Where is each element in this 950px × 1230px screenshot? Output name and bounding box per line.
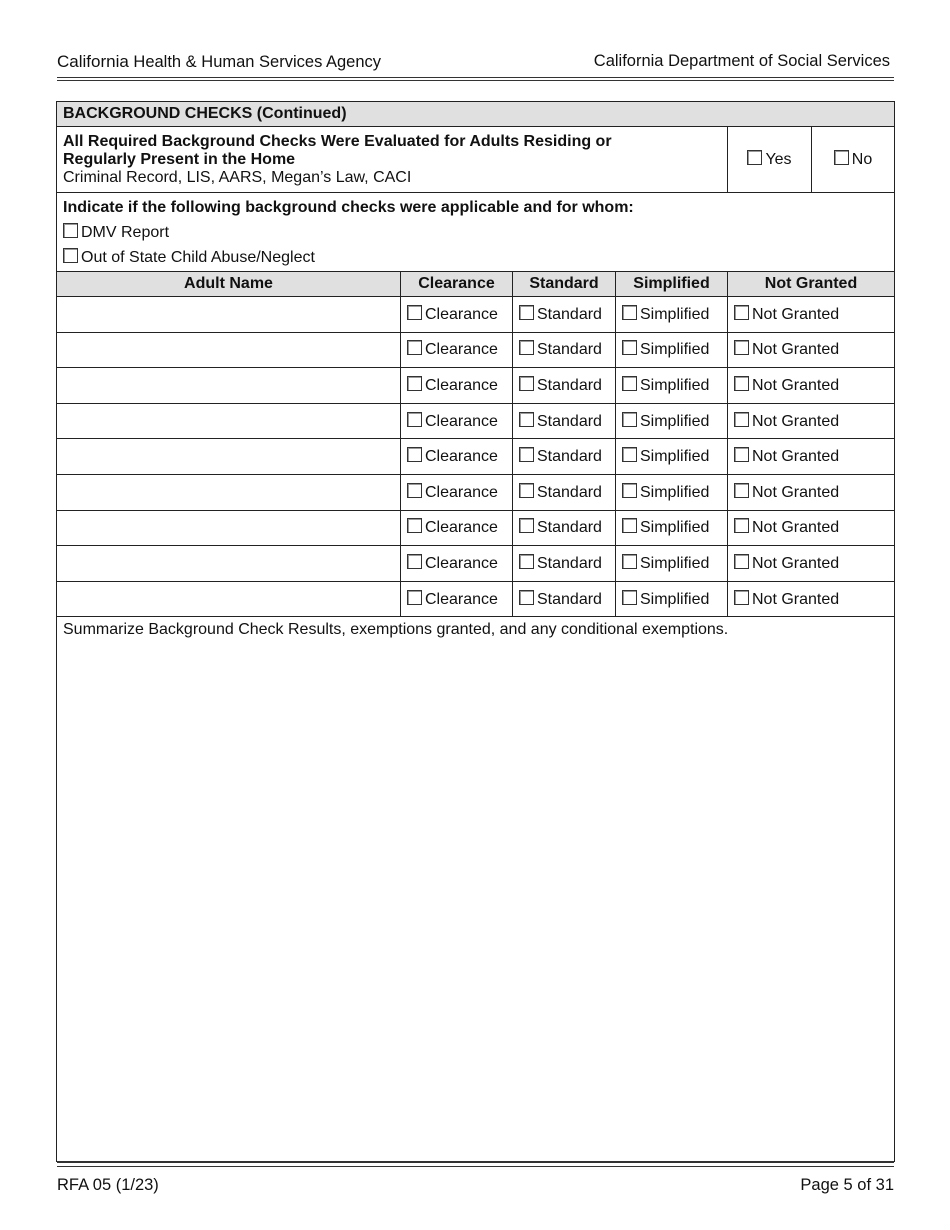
adult-name-field[interactable]	[57, 439, 401, 475]
adult-name-field[interactable]	[57, 297, 401, 333]
indicate-label: Indicate if the following background checks were applicable and for whom:	[63, 199, 634, 216]
out-of-state-option[interactable]	[63, 245, 888, 270]
not-granted-checkbox[interactable]	[734, 412, 749, 427]
standard-option[interactable]	[513, 297, 616, 333]
simplified-checkbox[interactable]	[622, 305, 637, 320]
col-not-granted: Not Granted	[728, 272, 895, 297]
clearance-option[interactable]	[401, 332, 513, 368]
not-granted-label: Not Granted	[752, 412, 840, 430]
standard-option[interactable]	[513, 368, 616, 404]
standard-checkbox[interactable]	[519, 447, 534, 462]
not-granted-label: Not Granted	[752, 376, 840, 394]
evaluated-subtitle: Criminal Record, LIS, AARS, Megan’s Law, CACI	[63, 168, 412, 186]
out-of-state-checkbox[interactable]	[63, 248, 78, 263]
not-granted-option[interactable]	[728, 403, 895, 439]
clearance-option[interactable]	[401, 510, 513, 546]
simplified-option[interactable]	[616, 546, 728, 582]
not-granted-option[interactable]	[728, 510, 895, 546]
adult-name-field[interactable]	[57, 510, 401, 546]
simplified-checkbox[interactable]	[622, 447, 637, 462]
simplified-checkbox[interactable]	[622, 518, 637, 533]
standard-option[interactable]	[513, 439, 616, 475]
evaluated-title-line2: Regularly Present in the Home	[63, 150, 296, 168]
not-granted-label: Not Granted	[752, 554, 840, 572]
summary-label: Summarize Background Check Results, exemptions granted, and any conditional exemptions.	[63, 621, 729, 639]
standard-checkbox[interactable]	[519, 554, 534, 569]
not-granted-option[interactable]	[728, 474, 895, 510]
col-standard: Standard	[513, 272, 616, 297]
table-row	[57, 474, 895, 510]
yes-label: Yes	[765, 151, 792, 168]
simplified-label: Simplified	[640, 412, 710, 430]
no-checkbox[interactable]	[834, 150, 849, 165]
simplified-option[interactable]	[616, 403, 728, 439]
standard-option[interactable]	[513, 474, 616, 510]
standard-label: Standard	[537, 341, 602, 359]
standard-label: Standard	[537, 590, 602, 608]
clearance-label: Clearance	[425, 448, 498, 466]
simplified-checkbox[interactable]	[622, 376, 637, 391]
clearance-option[interactable]	[401, 297, 513, 333]
table-row	[57, 581, 895, 617]
not-granted-checkbox[interactable]	[734, 305, 749, 320]
dmv-checkbox[interactable]	[63, 223, 78, 238]
standard-checkbox[interactable]	[519, 412, 534, 427]
not-granted-option[interactable]	[728, 439, 895, 475]
simplified-label: Simplified	[640, 590, 710, 608]
simplified-label: Simplified	[640, 448, 710, 466]
yes-checkbox[interactable]	[747, 150, 762, 165]
table-row	[57, 546, 895, 582]
simplified-checkbox[interactable]	[622, 590, 637, 605]
clearance-option[interactable]	[401, 546, 513, 582]
standard-option[interactable]	[513, 510, 616, 546]
simplified-option[interactable]	[616, 439, 728, 475]
simplified-checkbox[interactable]	[622, 554, 637, 569]
clearance-label: Clearance	[425, 341, 498, 359]
not-granted-option[interactable]	[728, 581, 895, 617]
simplified-checkbox[interactable]	[622, 340, 637, 355]
not-granted-option[interactable]	[728, 368, 895, 404]
clearance-label: Clearance	[425, 376, 498, 394]
simplified-option[interactable]	[616, 581, 728, 617]
col-simplified: Simplified	[616, 272, 728, 297]
clearance-checkbox[interactable]	[407, 340, 422, 355]
yes-option[interactable]	[728, 127, 812, 193]
not-granted-label: Not Granted	[752, 341, 840, 359]
clearance-checkbox[interactable]	[407, 554, 422, 569]
out-of-state-label: Out of State Child Abuse/Neglect	[81, 249, 315, 266]
clearance-checkbox[interactable]	[407, 447, 422, 462]
not-granted-label: Not Granted	[752, 590, 840, 608]
table-row	[57, 297, 895, 333]
clearance-checkbox[interactable]	[407, 590, 422, 605]
not-granted-checkbox[interactable]	[734, 447, 749, 462]
adult-name-field[interactable]	[57, 546, 401, 582]
simplified-label: Simplified	[640, 341, 710, 359]
clearance-checkbox[interactable]	[407, 376, 422, 391]
clearance-option[interactable]	[401, 368, 513, 404]
no-option[interactable]	[812, 127, 895, 193]
standard-option[interactable]	[513, 546, 616, 582]
standard-option[interactable]	[513, 581, 616, 617]
header-rule-top	[57, 77, 894, 78]
simplified-label: Simplified	[640, 376, 710, 394]
clearance-option[interactable]	[401, 403, 513, 439]
column-header-row	[57, 272, 895, 297]
standard-option[interactable]	[513, 332, 616, 368]
not-granted-checkbox[interactable]	[734, 483, 749, 498]
col-clearance: Clearance	[401, 272, 513, 297]
not-granted-label: Not Granted	[752, 305, 840, 323]
simplified-option[interactable]	[616, 510, 728, 546]
header-department: California Department of Social Services	[593, 52, 890, 70]
clearance-label: Clearance	[425, 412, 498, 430]
table-row	[57, 510, 895, 546]
clearance-checkbox[interactable]	[407, 305, 422, 320]
simplified-label: Simplified	[640, 519, 710, 537]
header-rule-bottom	[57, 80, 894, 81]
adult-name-field[interactable]	[57, 332, 401, 368]
table-row	[57, 439, 895, 475]
summary-field[interactable]	[57, 617, 895, 1162]
clearance-label: Clearance	[425, 554, 498, 572]
standard-label: Standard	[537, 554, 602, 572]
clearance-label: Clearance	[425, 305, 498, 323]
standard-checkbox[interactable]	[519, 305, 534, 320]
form-id: RFA 05 (1/23)	[57, 1176, 159, 1194]
standard-label: Standard	[537, 305, 602, 323]
clearance-label: Clearance	[425, 519, 498, 537]
not-granted-label: Not Granted	[752, 483, 840, 501]
no-label: No	[851, 151, 873, 168]
section-title: BACKGROUND CHECKS (Continued)	[57, 102, 895, 127]
simplified-option[interactable]	[616, 474, 728, 510]
adult-name-field[interactable]	[57, 581, 401, 617]
col-adult-name: Adult Name	[57, 272, 401, 297]
not-granted-label: Not Granted	[752, 448, 840, 466]
simplified-label: Simplified	[640, 554, 710, 572]
clearance-label: Clearance	[425, 483, 498, 501]
simplified-checkbox[interactable]	[622, 412, 637, 427]
adult-name-field[interactable]	[57, 403, 401, 439]
standard-label: Standard	[537, 448, 602, 466]
not-granted-option[interactable]	[728, 332, 895, 368]
clearance-option[interactable]	[401, 439, 513, 475]
table-row	[57, 403, 895, 439]
adult-name-field[interactable]	[57, 474, 401, 510]
header-agency	[57, 52, 381, 72]
applicable-checks-cell	[57, 193, 895, 272]
simplified-option[interactable]	[616, 297, 728, 333]
standard-checkbox[interactable]	[519, 376, 534, 391]
simplified-checkbox[interactable]	[622, 483, 637, 498]
header-agency-state: California	[57, 52, 129, 71]
not-granted-label: Not Granted	[752, 519, 840, 537]
standard-label: Standard	[537, 376, 602, 394]
background-checks-table	[56, 101, 895, 1162]
not-granted-checkbox[interactable]	[734, 376, 749, 391]
clearance-checkbox[interactable]	[407, 412, 422, 427]
standard-label: Standard	[537, 519, 602, 537]
page-number: Page 5 of 31	[800, 1176, 894, 1194]
simplified-label: Simplified	[640, 305, 710, 323]
not-granted-checkbox[interactable]	[734, 554, 749, 569]
standard-checkbox[interactable]	[519, 518, 534, 533]
clearance-checkbox[interactable]	[407, 518, 422, 533]
simplified-option[interactable]	[616, 368, 728, 404]
standard-checkbox[interactable]	[519, 590, 534, 605]
not-granted-checkbox[interactable]	[734, 518, 749, 533]
standard-label: Standard	[537, 483, 602, 501]
evaluated-title-line1: All Required Background Checks Were Evaluated for Adults Residing or	[63, 132, 612, 150]
footer-rule-top	[57, 1161, 894, 1163]
table-row	[57, 368, 895, 404]
dmv-option[interactable]	[63, 220, 888, 245]
not-granted-checkbox[interactable]	[734, 590, 749, 605]
standard-checkbox[interactable]	[519, 340, 534, 355]
not-granted-checkbox[interactable]	[734, 340, 749, 355]
simplified-label: Simplified	[640, 483, 710, 501]
not-granted-option[interactable]	[728, 546, 895, 582]
clearance-option[interactable]	[401, 474, 513, 510]
standard-option[interactable]	[513, 403, 616, 439]
standard-label: Standard	[537, 412, 602, 430]
adult-name-field[interactable]	[57, 368, 401, 404]
header-agency-name: Health & Human Services Agency	[133, 53, 382, 71]
simplified-option[interactable]	[616, 332, 728, 368]
not-granted-option[interactable]	[728, 297, 895, 333]
table-row	[57, 332, 895, 368]
clearance-label: Clearance	[425, 590, 498, 608]
footer-rule-bottom	[57, 1166, 894, 1167]
clearance-checkbox[interactable]	[407, 483, 422, 498]
dmv-label: DMV Report	[81, 224, 170, 241]
standard-checkbox[interactable]	[519, 483, 534, 498]
clearance-option[interactable]	[401, 581, 513, 617]
evaluated-cell	[57, 127, 728, 193]
